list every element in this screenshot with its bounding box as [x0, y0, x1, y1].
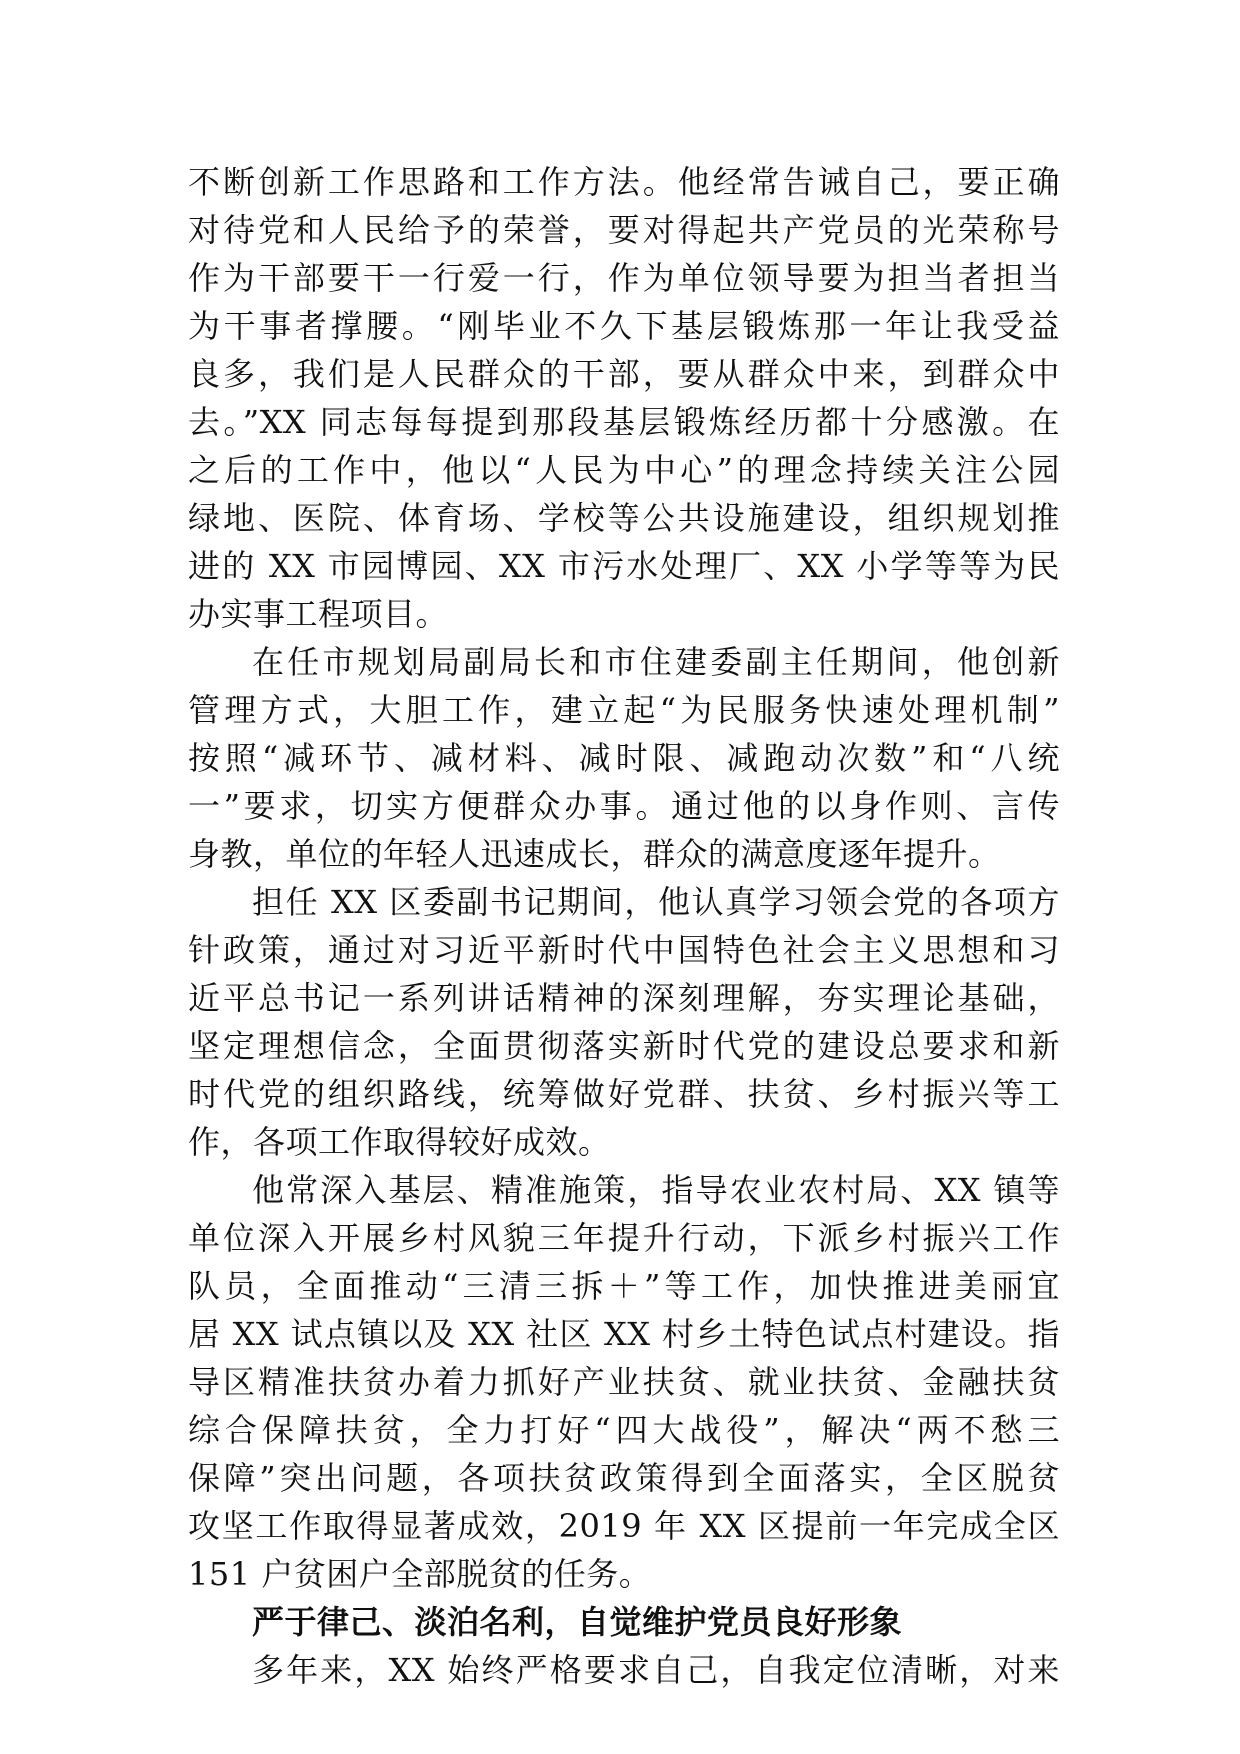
text-line: 进的 XX 市园博园、XX 市污水处理厂、XX 小学等等为民 — [188, 547, 1060, 585]
text-line: 导区精准扶贫办着力抓好产业扶贫、就业扶贫、金融扶贫 — [188, 1363, 1060, 1401]
text-line: 居 XX 试点镇以及 XX 社区 XX 村乡土特色试点村建设。指 — [188, 1315, 1060, 1353]
text-line: 他常深入基层、精准施策，指导农业农村局、XX 镇等 — [252, 1171, 1060, 1209]
text-line: 151 户贫困户全部脱贫的任务。 — [188, 1555, 652, 1593]
text-line: 办实事工程项目。 — [188, 595, 449, 633]
section-heading: 严于律己、淡泊名利，自觉维护党员良好形象 — [252, 1603, 903, 1641]
text-line: 作为干部要干一行爱一行，作为单位领导要为担当者担当 — [188, 259, 1060, 297]
text-line: 时代党的组织路线，统筹做好党群、扶贫、乡村振兴等工 — [188, 1075, 1060, 1113]
document-page — [188, 158, 1060, 1694]
text-line: 队员，全面推动“三清三拆＋”等工作，加快推进美丽宜 — [188, 1267, 1060, 1305]
text-line: 单位深入开展乡村风貌三年提升行动，下派乡村振兴工作 — [188, 1219, 1060, 1257]
text-line: 不断创新工作思路和工作方法。他经常告诫自己，要正确 — [188, 163, 1060, 201]
text-line: 坚定理想信念，全面贯彻落实新时代党的建设总要求和新 — [188, 1027, 1060, 1065]
text-line: 攻坚工作取得显著成效，2019 年 XX 区提前一年完成全区 — [188, 1507, 1060, 1545]
text-line: 多年来，XX 始终严格要求自己，自我定位清晰，对来 — [252, 1651, 1060, 1689]
text-line: 绿地、医院、体育场、学校等公共设施建设，组织规划推 — [188, 499, 1060, 537]
text-line: 保障”突出问题，各项扶贫政策得到全面落实，全区脱贫 — [188, 1459, 1060, 1497]
text-line: 综合保障扶贫，全力打好“四大战役”，解决“两不愁三 — [188, 1411, 1060, 1449]
text-line: 按照“减环节、减材料、减时限、减跑动次数”和“八统 — [188, 739, 1060, 777]
text-line: 良多，我们是人民群众的干部，要从群众中来，到群众中 — [188, 355, 1060, 393]
text-line: 对待党和人民给予的荣誉，要对得起共产党员的光荣称号 — [188, 211, 1060, 249]
text-line: 针政策，通过对习近平新时代中国特色社会主义思想和习 — [188, 931, 1060, 969]
text-line: 身教，单位的年轻人迅速成长，群众的满意度逐年提升。 — [188, 835, 1001, 873]
text-line: 一”要求，切实方便群众办事。通过他的以身作则、言传 — [188, 787, 1060, 825]
text-line: 去。”XX 同志每每提到那段基层锻炼经历都十分感激。在 — [188, 403, 1060, 441]
text-line: 之后的工作中，他以“人民为中心”的理念持续关注公园 — [188, 451, 1060, 489]
text-line: 近平总书记一系列讲话精神的深刻理解，夯实理论基础， — [188, 979, 1060, 1017]
text-line: 担任 XX 区委副书记期间，他认真学习领会党的各项方 — [252, 883, 1060, 921]
text-line: 为干事者撑腰。“刚毕业不久下基层锻炼那一年让我受益 — [188, 307, 1060, 345]
text-line: 作，各项工作取得较好成效。 — [188, 1123, 611, 1161]
text-line: 在任市规划局副局长和市住建委副主任期间，他创新 — [252, 643, 1060, 681]
text-line: 管理方式，大胆工作，建立起“为民服务快速处理机制” — [188, 691, 1060, 729]
